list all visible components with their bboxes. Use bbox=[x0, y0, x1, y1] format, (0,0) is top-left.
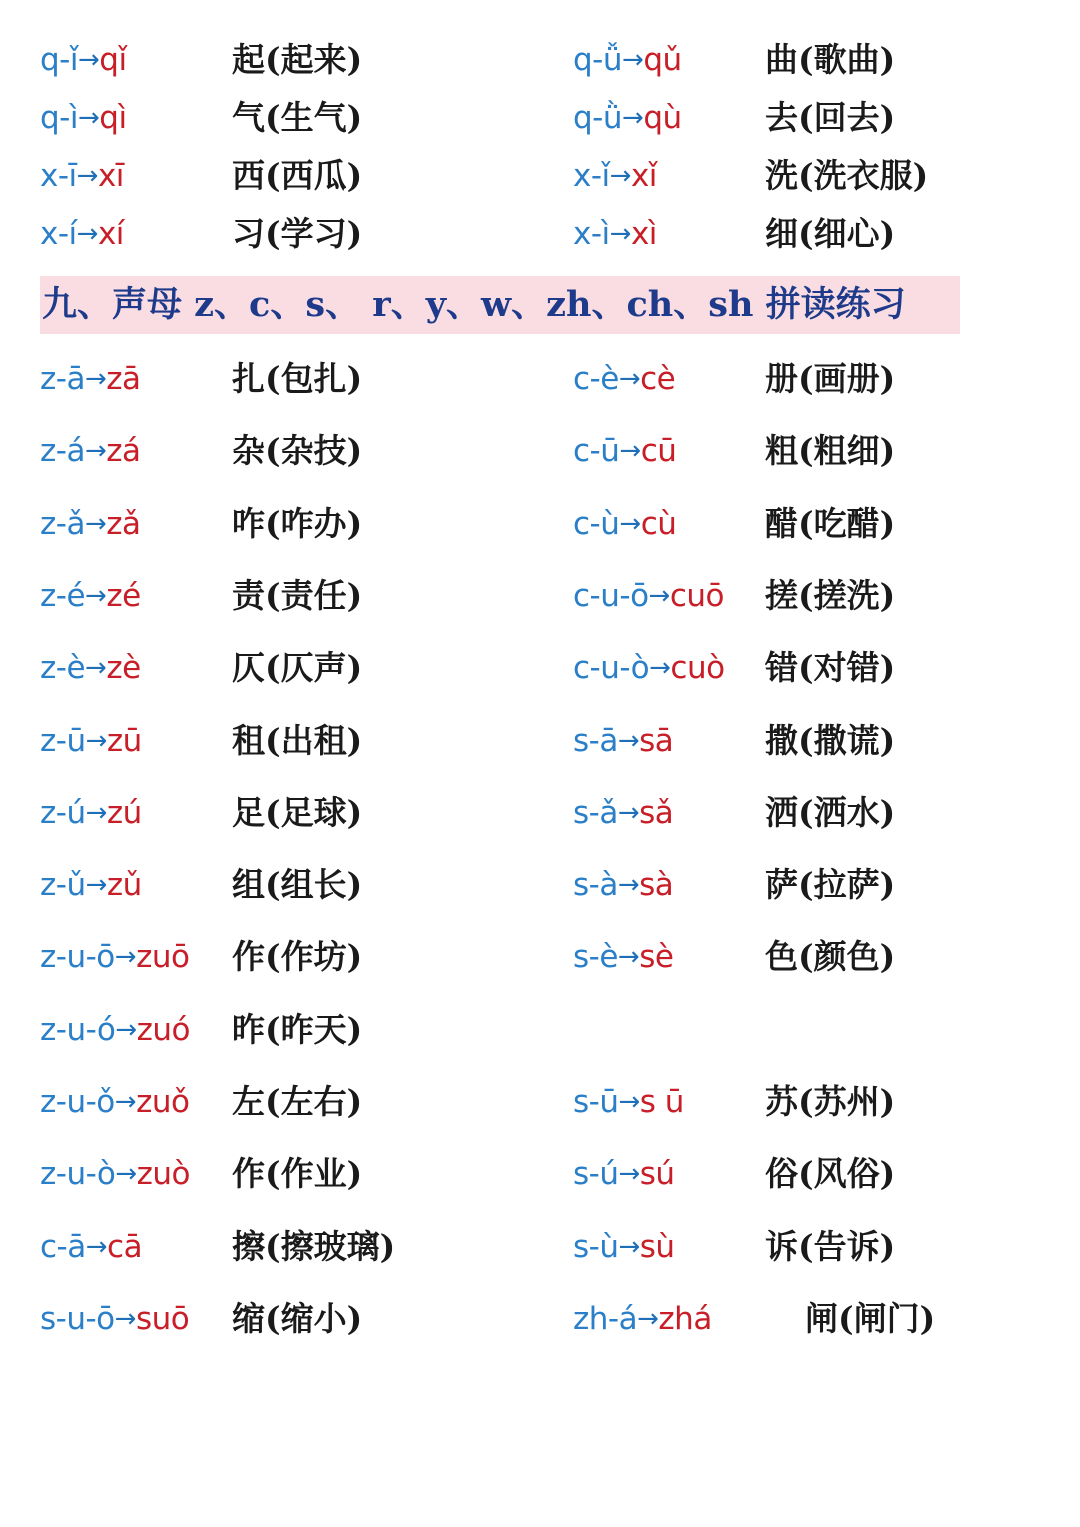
arrow-icon: → bbox=[115, 1015, 137, 1045]
arrow-icon: → bbox=[76, 219, 98, 249]
pinyin-result: zhá bbox=[658, 1301, 712, 1337]
pinyin-formula bbox=[573, 648, 725, 690]
pinyin-entry bbox=[40, 1299, 480, 1339]
hanzi-word: 气(生气) bbox=[232, 98, 363, 137]
pinyin-entry bbox=[40, 576, 480, 616]
pinyin-entry bbox=[40, 98, 480, 138]
pinyin-formula bbox=[40, 1154, 190, 1196]
pinyin-entry bbox=[40, 1154, 480, 1194]
arrow-icon: → bbox=[619, 436, 641, 466]
pinyin-result: qù bbox=[643, 100, 682, 136]
pinyin-formula bbox=[573, 865, 673, 907]
pinyin-formula bbox=[40, 1299, 189, 1341]
pinyin-spelling: x-í bbox=[40, 216, 77, 252]
pinyin-spelling: x-ī bbox=[40, 158, 77, 194]
pinyin-result: zú bbox=[106, 795, 142, 831]
arrow-icon: → bbox=[618, 1159, 640, 1189]
pinyin-spelling: z-é bbox=[40, 578, 86, 614]
pinyin-entry bbox=[40, 1082, 480, 1122]
hanzi-word: 扎(包扎) bbox=[232, 359, 363, 398]
arrow-icon: → bbox=[114, 942, 137, 972]
pinyin-spelling: s-ā bbox=[573, 723, 618, 759]
pinyin-formula bbox=[40, 431, 141, 473]
hanzi-word: 洗(洗衣服) bbox=[765, 156, 929, 195]
pinyin-result: zuō bbox=[136, 939, 190, 975]
pinyin-spelling: s-ù bbox=[573, 1229, 619, 1265]
pinyin-entry bbox=[573, 1299, 1013, 1339]
arrow-icon: → bbox=[622, 45, 644, 75]
pinyin-formula bbox=[573, 576, 724, 618]
arrow-icon: → bbox=[617, 798, 640, 828]
hanzi-word: 去(回去) bbox=[765, 98, 896, 137]
pinyin-entry bbox=[40, 648, 480, 688]
hanzi-word: 左(左右) bbox=[232, 1082, 363, 1121]
hanzi-word: 闸(闸门) bbox=[805, 1299, 936, 1338]
pinyin-entry bbox=[573, 648, 1013, 688]
arrow-icon: → bbox=[609, 161, 631, 191]
pinyin-entry bbox=[573, 576, 1013, 616]
pinyin-formula bbox=[40, 214, 124, 256]
pinyin-result: sú bbox=[639, 1156, 675, 1192]
pinyin-formula bbox=[573, 359, 675, 401]
hanzi-word: 西(西瓜) bbox=[232, 156, 363, 195]
pinyin-spelling: z-ū bbox=[40, 723, 86, 759]
pinyin-formula bbox=[40, 359, 141, 401]
pinyin-entry bbox=[40, 1010, 480, 1050]
pinyin-spelling: x-ì bbox=[573, 216, 610, 252]
pinyin-spelling: z-ǔ bbox=[40, 867, 86, 903]
pinyin-spelling: c-u-ō bbox=[573, 578, 649, 614]
pinyin-result: cā bbox=[107, 1229, 143, 1265]
pinyin-result: zuò bbox=[136, 1156, 191, 1192]
arrow-icon: → bbox=[637, 1304, 659, 1334]
pinyin-formula bbox=[40, 937, 189, 979]
arrow-icon: → bbox=[619, 509, 641, 539]
pinyin-spelling: q-ǜ bbox=[573, 100, 623, 136]
pinyin-result: cuō bbox=[669, 578, 724, 614]
arrow-icon: → bbox=[84, 436, 107, 466]
pinyin-formula bbox=[573, 156, 657, 198]
pinyin-formula bbox=[40, 156, 124, 198]
arrow-icon: → bbox=[617, 942, 640, 972]
arrow-icon: → bbox=[77, 103, 100, 133]
pinyin-formula bbox=[40, 1082, 189, 1124]
pinyin-formula bbox=[40, 504, 141, 546]
hanzi-word: 搓(搓洗) bbox=[765, 576, 896, 615]
pinyin-result: zè bbox=[106, 650, 141, 686]
pinyin-result: zá bbox=[106, 433, 141, 469]
pinyin-result: qì bbox=[99, 100, 127, 136]
arrow-icon: → bbox=[618, 364, 641, 394]
pinyin-entry bbox=[573, 214, 1013, 254]
pinyin-result: xǐ bbox=[630, 158, 657, 194]
pinyin-formula bbox=[40, 576, 141, 618]
pinyin-spelling: c-è bbox=[573, 361, 619, 397]
pinyin-spelling: c-ū bbox=[573, 433, 620, 469]
pinyin-entry bbox=[40, 937, 480, 977]
pinyin-result: xī bbox=[97, 158, 124, 194]
pinyin-result: xí bbox=[97, 216, 124, 252]
hanzi-word: 粗(粗细) bbox=[765, 431, 896, 470]
pinyin-formula bbox=[573, 214, 657, 256]
pinyin-result: suō bbox=[135, 1301, 190, 1337]
hanzi-word: 诉(告诉) bbox=[765, 1227, 896, 1266]
arrow-icon: → bbox=[622, 103, 644, 133]
arrow-icon: → bbox=[76, 161, 98, 191]
pinyin-spelling: s-ǎ bbox=[573, 795, 618, 831]
hanzi-word: 起(起来) bbox=[232, 40, 363, 79]
pinyin-entry bbox=[573, 40, 1013, 80]
arrow-icon: → bbox=[617, 726, 640, 756]
pinyin-spelling: c-u-ò bbox=[573, 650, 650, 686]
arrow-icon: → bbox=[85, 581, 107, 611]
pinyin-entry bbox=[573, 1154, 1013, 1194]
pinyin-entry bbox=[40, 40, 480, 80]
pinyin-spelling: z-ǎ bbox=[40, 506, 85, 542]
hanzi-word: 租(出租) bbox=[232, 721, 363, 760]
pinyin-spelling: s-u-ō bbox=[40, 1301, 115, 1337]
pinyin-entry bbox=[40, 1227, 480, 1267]
pinyin-spelling: z-u-ǒ bbox=[40, 1084, 115, 1120]
pinyin-formula bbox=[573, 793, 673, 835]
hanzi-word: 咋(咋办) bbox=[232, 504, 363, 543]
pinyin-spelling: s-ú bbox=[573, 1156, 619, 1192]
arrow-icon: → bbox=[649, 653, 671, 683]
pinyin-spelling: s-è bbox=[573, 939, 618, 975]
pinyin-entry bbox=[40, 865, 480, 905]
pinyin-result: cù bbox=[640, 506, 677, 542]
arrow-icon: → bbox=[114, 1087, 137, 1117]
pinyin-entry bbox=[573, 937, 1013, 977]
pinyin-result: zā bbox=[106, 361, 141, 397]
pinyin-formula bbox=[573, 937, 673, 979]
hanzi-word: 苏(苏州) bbox=[765, 1082, 896, 1121]
pinyin-spelling: c-ā bbox=[40, 1229, 86, 1265]
pinyin-formula bbox=[573, 1299, 712, 1341]
arrow-icon: → bbox=[85, 870, 107, 900]
pinyin-spelling: z-u-ò bbox=[40, 1156, 116, 1192]
hanzi-word: 册(画册) bbox=[765, 359, 896, 398]
hanzi-word: 擦(擦玻璃) bbox=[232, 1227, 396, 1266]
pinyin-entry bbox=[40, 214, 480, 254]
pinyin-formula bbox=[40, 721, 142, 763]
hanzi-word: 作(作坊) bbox=[232, 937, 363, 976]
hanzi-word: 错(对错) bbox=[765, 648, 896, 687]
pinyin-formula bbox=[573, 98, 682, 140]
pinyin-entry bbox=[573, 1082, 1013, 1122]
arrow-icon: → bbox=[609, 219, 631, 249]
arrow-icon: → bbox=[115, 1159, 137, 1189]
pinyin-formula bbox=[573, 1154, 675, 1196]
pinyin-entry bbox=[573, 98, 1013, 138]
pinyin-formula bbox=[573, 721, 673, 763]
hanzi-word: 组(组长) bbox=[232, 865, 363, 904]
hanzi-word: 责(责任) bbox=[232, 576, 363, 615]
pinyin-spelling: z-ā bbox=[40, 361, 85, 397]
arrow-icon: → bbox=[618, 1232, 640, 1262]
pinyin-result: qǔ bbox=[643, 42, 682, 78]
pinyin-entry bbox=[40, 793, 480, 833]
pinyin-spelling: z-u-ō bbox=[40, 939, 115, 975]
hanzi-word: 习(学习) bbox=[232, 214, 363, 253]
hanzi-word: 色(颜色) bbox=[765, 937, 896, 976]
pinyin-result: zé bbox=[106, 578, 141, 614]
arrow-icon: → bbox=[617, 870, 640, 900]
pinyin-spelling: zh-á bbox=[573, 1301, 638, 1337]
hanzi-word: 俗(风俗) bbox=[765, 1154, 896, 1193]
pinyin-spelling: z-è bbox=[40, 650, 86, 686]
hanzi-word: 杂(杂技) bbox=[232, 431, 363, 470]
pinyin-result: s ū bbox=[639, 1084, 684, 1120]
pinyin-result: zǔ bbox=[106, 867, 142, 903]
pinyin-entry bbox=[573, 1227, 1013, 1267]
pinyin-formula bbox=[573, 40, 682, 82]
arrow-icon: → bbox=[618, 1087, 640, 1117]
pinyin-result: zuó bbox=[136, 1012, 191, 1048]
pinyin-result: cuò bbox=[670, 650, 725, 686]
hanzi-word: 细(细心) bbox=[765, 214, 896, 253]
pinyin-formula bbox=[40, 793, 142, 835]
arrow-icon: → bbox=[77, 45, 100, 75]
pinyin-result: zuǒ bbox=[136, 1084, 190, 1120]
pinyin-entry bbox=[573, 793, 1013, 833]
pinyin-entry bbox=[573, 359, 1013, 399]
hanzi-word: 曲(歌曲) bbox=[765, 40, 896, 79]
pinyin-formula bbox=[40, 40, 127, 82]
pinyin-entry bbox=[40, 431, 480, 471]
pinyin-spelling: q-ì bbox=[40, 100, 78, 136]
section-title: 九、声母 z、c、s、 r、y、w、zh、ch、sh 拼读练习 bbox=[40, 276, 960, 334]
pinyin-spelling: x-ǐ bbox=[573, 158, 610, 194]
arrow-icon: → bbox=[648, 581, 670, 611]
pinyin-entry bbox=[573, 721, 1013, 761]
hanzi-word: 缩(缩小) bbox=[232, 1299, 363, 1338]
hanzi-word: 昨(昨天) bbox=[232, 1010, 363, 1049]
hanzi-word: 醋(吃醋) bbox=[765, 504, 896, 543]
hanzi-word: 撒(撒谎) bbox=[765, 721, 896, 760]
pinyin-entry bbox=[40, 504, 480, 544]
pinyin-spelling: z-ú bbox=[40, 795, 86, 831]
pinyin-result: sù bbox=[639, 1229, 675, 1265]
pinyin-result: xì bbox=[630, 216, 657, 252]
arrow-icon: → bbox=[114, 1304, 136, 1334]
hanzi-word: 洒(洒水) bbox=[765, 793, 896, 832]
pinyin-formula bbox=[40, 648, 141, 690]
pinyin-spelling: q-ǐ bbox=[40, 42, 78, 78]
arrow-icon: → bbox=[85, 653, 107, 683]
pinyin-spelling: z-u-ó bbox=[40, 1012, 116, 1048]
pinyin-spelling: q-ǚ bbox=[573, 42, 623, 78]
pinyin-entry bbox=[40, 359, 480, 399]
pinyin-formula bbox=[40, 865, 142, 907]
hanzi-word: 足(足球) bbox=[232, 793, 363, 832]
pinyin-formula bbox=[40, 1010, 190, 1052]
arrow-icon: → bbox=[85, 798, 107, 828]
hanzi-word: 萨(拉萨) bbox=[765, 865, 896, 904]
pinyin-entry bbox=[573, 504, 1013, 544]
arrow-icon: → bbox=[85, 726, 107, 756]
hanzi-word: 仄(仄声) bbox=[232, 648, 363, 687]
pinyin-formula bbox=[573, 504, 676, 546]
pinyin-result: sā bbox=[639, 723, 674, 759]
pinyin-spelling: s-ū bbox=[573, 1084, 619, 1120]
pinyin-formula bbox=[573, 1227, 675, 1269]
arrow-icon: → bbox=[84, 509, 107, 539]
arrow-icon: → bbox=[85, 1232, 108, 1262]
pinyin-result: zǎ bbox=[106, 506, 141, 542]
pinyin-result: cè bbox=[640, 361, 676, 397]
hanzi-word: 作(作业) bbox=[232, 1154, 363, 1193]
pinyin-spelling: s-à bbox=[573, 867, 618, 903]
pinyin-formula bbox=[40, 1227, 142, 1269]
pinyin-formula bbox=[573, 1082, 684, 1124]
pinyin-result: sǎ bbox=[639, 795, 674, 831]
pinyin-result: sà bbox=[639, 867, 674, 903]
pinyin-entry bbox=[40, 156, 480, 196]
pinyin-result: sè bbox=[639, 939, 674, 975]
pinyin-entry bbox=[40, 721, 480, 761]
pinyin-entry bbox=[573, 156, 1013, 196]
pinyin-spelling: z-á bbox=[40, 433, 85, 469]
pinyin-entry bbox=[573, 865, 1013, 905]
pinyin-result: zū bbox=[106, 723, 142, 759]
pinyin-entry bbox=[573, 431, 1013, 471]
pinyin-formula bbox=[573, 431, 676, 473]
pinyin-formula bbox=[40, 98, 127, 140]
pinyin-result: cū bbox=[640, 433, 677, 469]
arrow-icon: → bbox=[84, 364, 107, 394]
pinyin-result: qǐ bbox=[99, 42, 127, 78]
pinyin-spelling: c-ù bbox=[573, 506, 620, 542]
